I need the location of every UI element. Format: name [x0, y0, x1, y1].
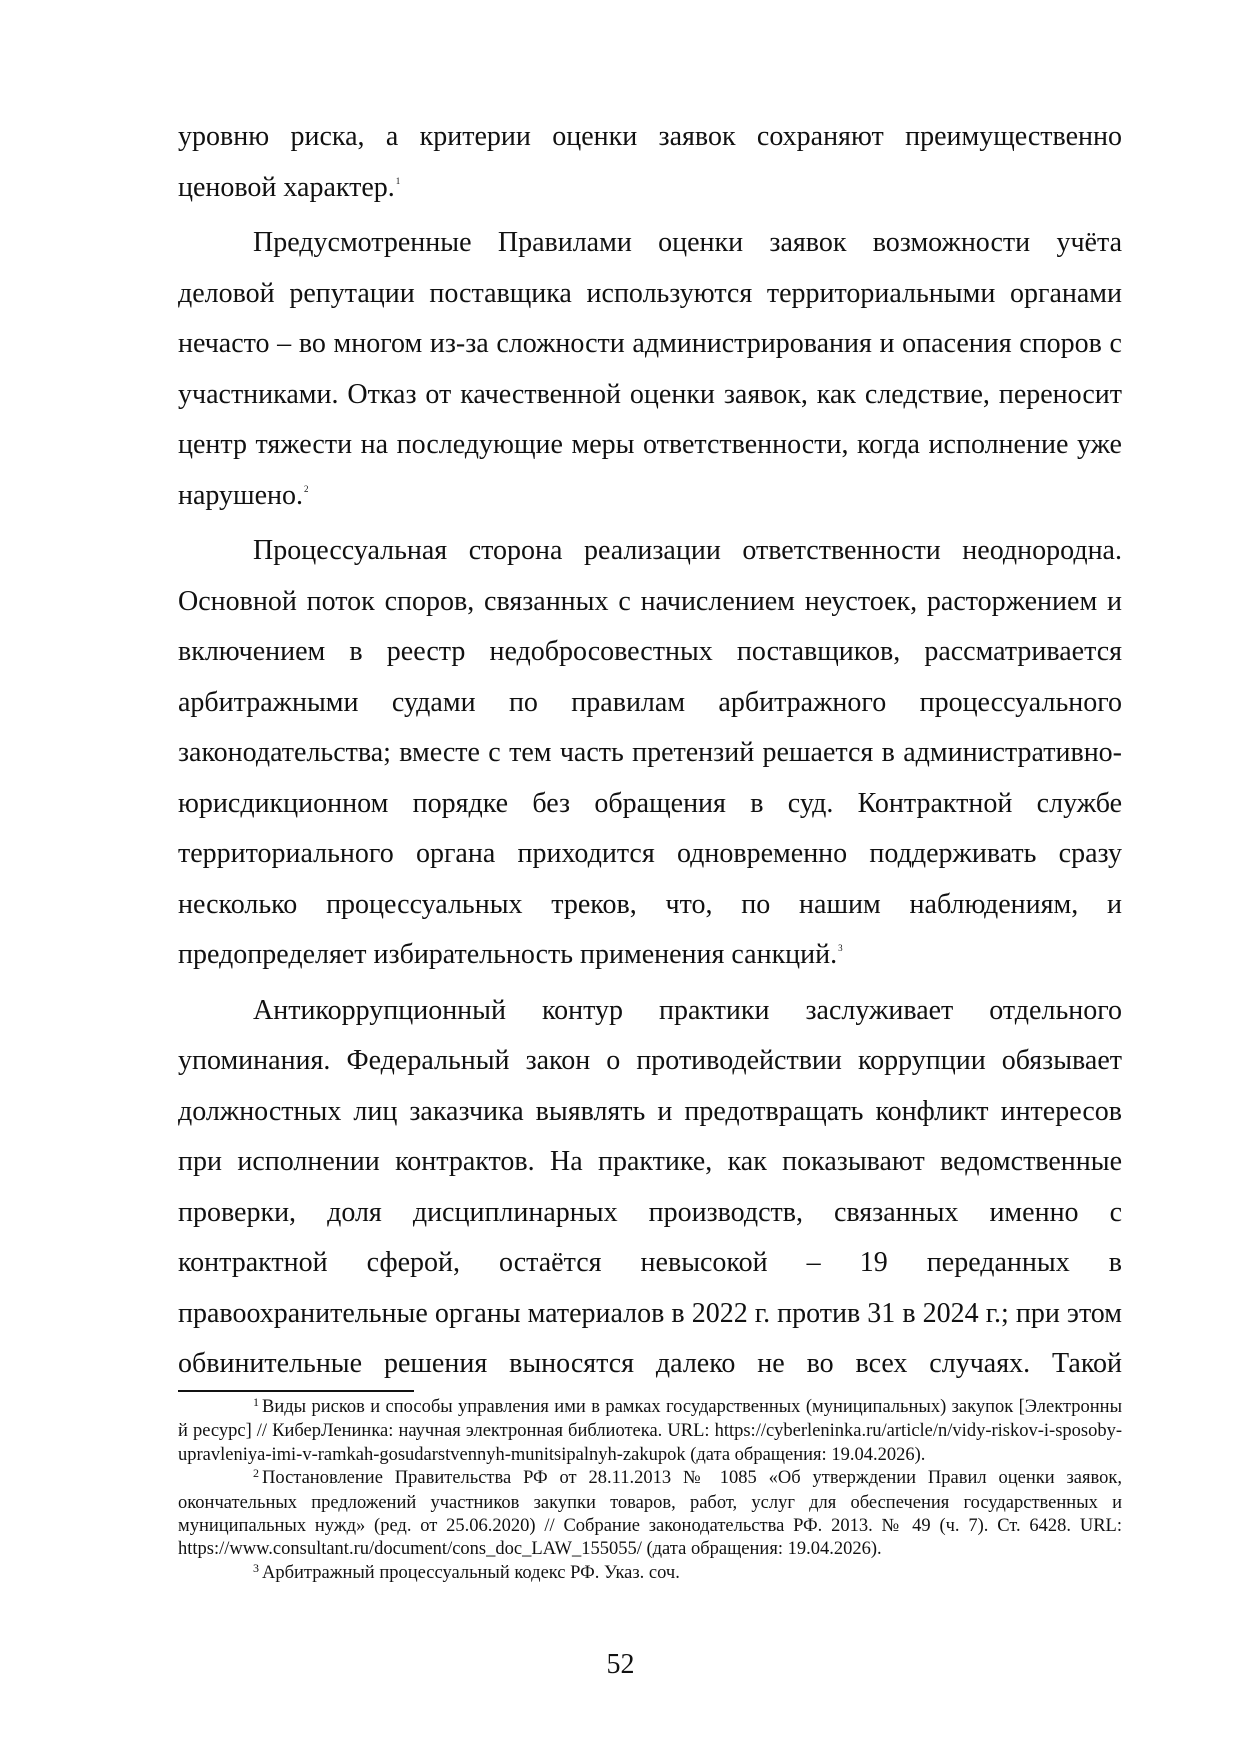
footnote-reference: 1 — [395, 175, 401, 186]
paragraph — [178, 218, 1122, 526]
footnote — [178, 1467, 1122, 1562]
paragraph — [178, 526, 1122, 986]
footnote-text: Арбитражный процессуальный кодекс РФ. Указ. соч. — [262, 1562, 680, 1583]
footnote-text: Виды рисков и способы управления ими в рамках государственных (муниципальных) закупок [Электронный ресурс] // КиберЛенинка: научная электронная библиотека. URL: https://cyberleninka.ru/article/n/vidy-riskov-i-sposoby-upravleniya-imi-v-ramkah-gosudarstvennyh-munitsipalnyh-zakupok (дата обращения: 19.04.2026). — [178, 1397, 1122, 1465]
footnote — [178, 1396, 1122, 1467]
footnote-reference: 2 — [304, 483, 309, 494]
main-text — [178, 112, 1122, 1390]
paragraph-text: Предусмотренные Правилами оценки заявок возможности учёта деловой репутации поставщика используются территориальными органами нечасто – во многом из-за сложности администрирования и опасения споров с участниками. Отказ от качественной оценки заявок, как следствие, переносит центр тяжести на последующие меры ответственности, когда исполнение уже нарушено. — [178, 227, 1122, 511]
footnote — [178, 1562, 1122, 1586]
page-number: 52 — [606, 1649, 635, 1680]
paragraph-text: Антикоррупционный контур практики заслуживает отдельного упоминания. Федеральный закон о противодействии коррупции обязывает должностных лиц заказчика выявлять и предотвращать конфликт интересов при исполнении контрактов. На практике, как показывают ведомственные проверки, доля дисциплинарных производств, связанных именно с контрактной сферой, остаётся невысокой – 19 переданных в правоохранительные органы материалов в 2022 г. против 31 в 2024 г.; при этом обвинительные решения выносятся далеко не во всех случаях. Такой — [178, 994, 1122, 1379]
paragraph-text: Процессуальная сторона реализации ответственности неоднородна. Основной поток споров, связанных с начислением неустоек, расторжением и включением в реестр недобросовестных поставщиков, рассматривается арбитражными судами по правилам арбитражного процессуального законодательства; вместе с тем часть претензий решается в административно-юрисдикционном порядке без обращения в суд. Контрактной службе территориального органа приходится одновременно поддерживать сразу несколько процессуальных треков, что, по нашим наблюдениям, и предопределяет избирательность применения санкций. — [178, 535, 1122, 970]
footnote-number: 3 — [253, 1560, 259, 1575]
footnote-reference: 3 — [838, 943, 843, 953]
footnote-number: 2 — [253, 1466, 259, 1481]
paragraph-text: уровню риска, а критерии оценки заявок сохраняют преимущественно ценовой характер. — [178, 121, 1122, 203]
footnote-separator — [178, 1390, 414, 1392]
footnote-number: 1 — [253, 1395, 259, 1409]
paragraph — [178, 986, 1122, 1390]
footnotes — [178, 1396, 1122, 1586]
paragraph-continuation — [178, 112, 1122, 218]
footnote-text: Постановление Правительства РФ от 28.11.2013 № 1085 «Об утверждении Правил оценки заявок, окончательных предложений участников закупки товаров, работ, услуг для обеспечения государственных и муниципальных нужд» (ред. от 25.06.2020) // Собрание законодательства РФ. 2013. № 49 (ч. 7). Ст. 6428. URL: https://www.consultant.ru/document/cons_doc_LAW_155055/ (дата обращения: 19.04.2026). — [178, 1468, 1122, 1560]
